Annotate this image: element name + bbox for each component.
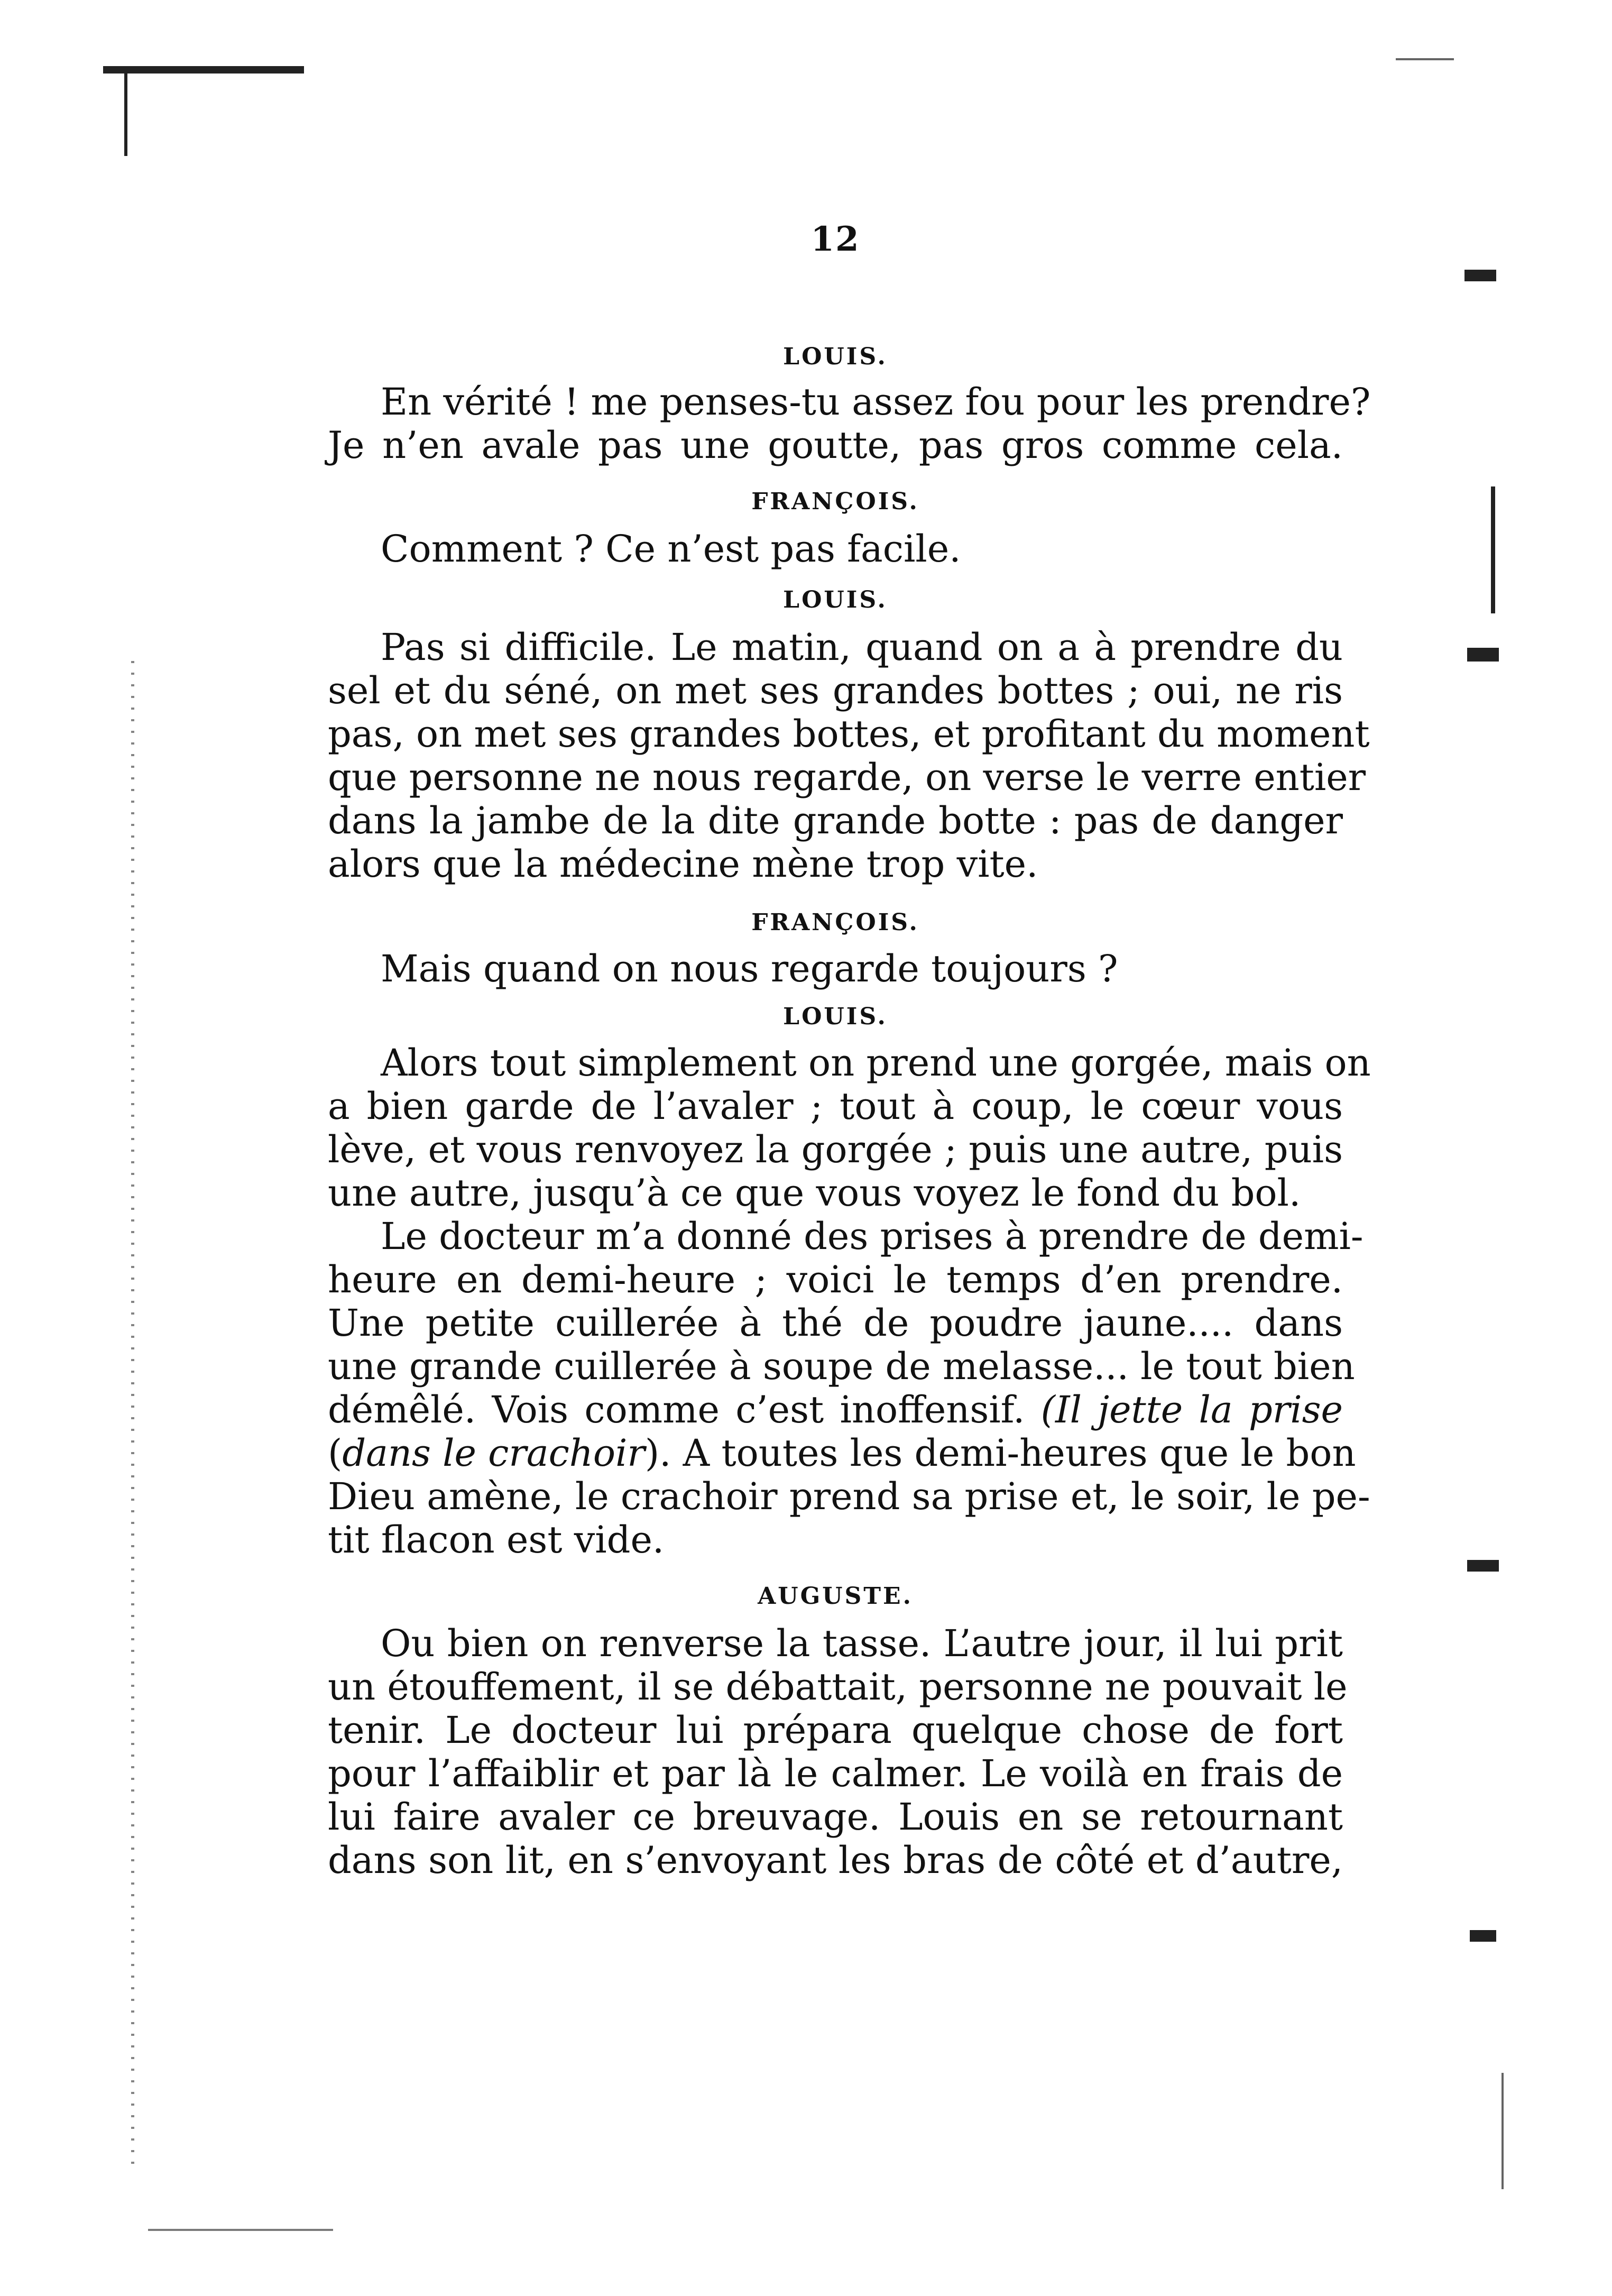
text-line: tit flacon est vide.: [328, 1518, 665, 1562]
text-line: Comment ? Ce n’est pas facile.: [381, 527, 961, 571]
text-line: Dieu amène, le crachoir prend sa prise et, le soir, le pe-: [328, 1475, 1370, 1518]
text-line: pas, on met ses grandes bottes, et profitant du moment: [328, 712, 1370, 756]
text-line: tenir. Le docteur lui prépara quelque chose de fort: [328, 1709, 1343, 1752]
speaker-label: FRANÇOIS.: [751, 909, 919, 936]
text-line: [328, 1388, 1343, 1431]
text-line: Le docteur m’a donné des prises à prendre de demi-: [381, 1215, 1364, 1258]
text-line: un étouffement, il se débattait, personne ne pouvait le: [328, 1665, 1348, 1709]
text-line: Ou bien on renverse la tasse. L’autre jour, il lui prit: [381, 1622, 1343, 1665]
text-line: Alors tout simplement on prend une gorgée, mais on: [381, 1041, 1371, 1085]
right-edge-bar: [1491, 486, 1495, 613]
speaker-label: LOUIS.: [783, 586, 888, 613]
text-line: lève, et vous renvoyez la gorgée ; puis une autre, puis: [328, 1128, 1343, 1171]
right-edge-mark-4: [1470, 1930, 1496, 1942]
text-line: a bien garde de l’avaler ; tout à coup, le cœur vous: [328, 1085, 1343, 1128]
text-line: Je n’en avale pas une goutte, pas gros comme cela.: [328, 424, 1343, 467]
text-line: alors que la médecine mène trop vite.: [328, 842, 1038, 886]
stage-direction: dans le crachoir: [342, 1431, 645, 1475]
speaker-label: LOUIS.: [783, 1003, 888, 1030]
bottom-left-rule: [148, 2229, 333, 2231]
dialogue-text: [328, 341, 1371, 1882]
top-left-corner-mark: [124, 66, 127, 156]
text-line: dans la jambe de la dite grande botte : pas de danger: [328, 799, 1343, 842]
text-line: Une petite cuillerée à thé de poudre jaune.... dans: [328, 1301, 1343, 1345]
text-line: que personne ne nous regarde, on verse le verre entier: [328, 756, 1366, 799]
text-line-start: démêlé. Vois comme c’est inoffensif.: [328, 1388, 1025, 1431]
speaker-label: LOUIS.: [783, 343, 888, 370]
page-number: 12: [810, 219, 860, 259]
text-line: (dans le crachoir). A toutes les demi-heures que le bon: [328, 1431, 1356, 1475]
top-right-rule: [1396, 58, 1454, 60]
stage-direction: (Il jette la prise: [1040, 1388, 1343, 1431]
text-line: dans son lit, en s’envoyant les bras de côté et d’autre,: [328, 1839, 1343, 1882]
text-line: heure en demi-heure ; voici le temps d’en prendre.: [328, 1258, 1343, 1301]
text-line: Mais quand on nous regarde toujours ?: [381, 947, 1118, 990]
text-line: Pas si difficile. Le matin, quand on a à prendre du: [381, 626, 1343, 669]
text-line: sel et du séné, on met ses grandes bottes ; oui, ne ris: [328, 669, 1343, 712]
text-line: pour l’affaiblir et par là le calmer. Le voilà en frais de: [328, 1752, 1343, 1795]
text-line: une grande cuillerée à soupe de melasse... le tout bien: [328, 1345, 1355, 1388]
speaker-label: FRANÇOIS.: [751, 488, 919, 515]
right-edge-mark-1: [1464, 270, 1496, 281]
left-edge-speckles: [131, 661, 134, 2168]
text-line: une autre, jusqu’à ce que vous voyez le fond du bol.: [328, 1171, 1301, 1215]
right-edge-mark-3: [1467, 1560, 1499, 1572]
text-line: En vérité ! me penses-tu assez fou pour les prendre?: [381, 380, 1371, 424]
top-left-rule: [103, 66, 304, 74]
speaker-label: AUGUSTE.: [758, 1583, 913, 1610]
text-line: lui faire avaler ce breuvage. Louis en se retournant: [328, 1795, 1343, 1839]
right-edge-mark-2: [1467, 648, 1499, 662]
right-edge-line-bottom: [1502, 2073, 1504, 2189]
